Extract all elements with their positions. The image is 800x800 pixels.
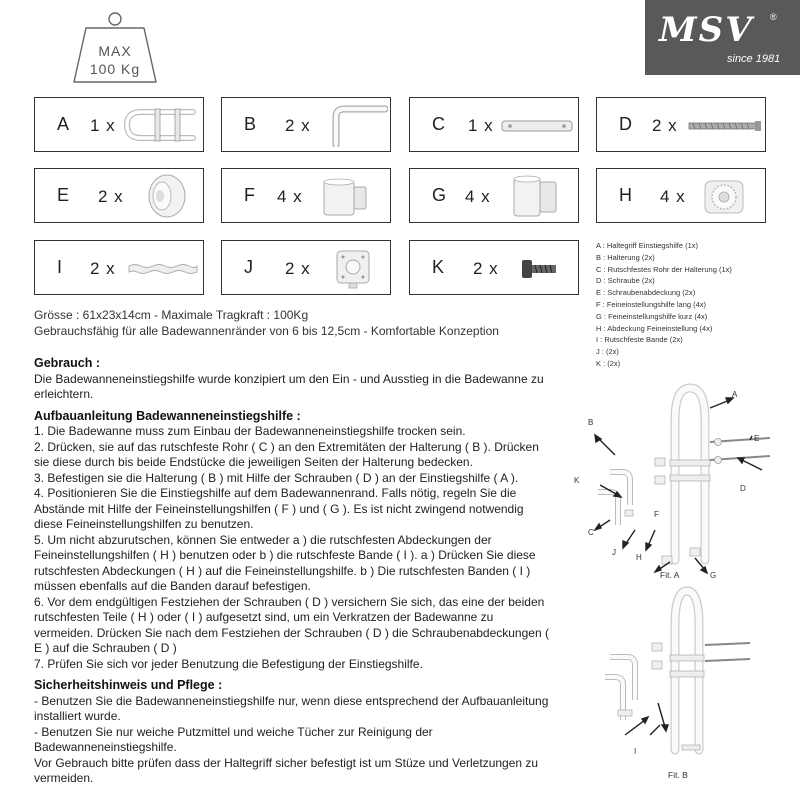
max-label: MAX bbox=[98, 43, 132, 59]
assembly-title: Aufbauanleitung Badewanneneinstiegshilfe : bbox=[34, 408, 301, 423]
usage-section bbox=[34, 356, 554, 403]
square-plate-icon bbox=[334, 247, 372, 289]
figure-a-label: D bbox=[740, 484, 746, 493]
part-quantity: 2 x bbox=[652, 116, 678, 135]
part-card-k bbox=[409, 240, 579, 295]
part-quantity: 2 x bbox=[98, 187, 124, 206]
registered-mark: ® bbox=[770, 12, 777, 22]
instructions-text bbox=[34, 356, 554, 793]
part-card-h bbox=[596, 168, 766, 223]
specs-compat-line: Gebrauchsfähig für alle Badewannenränder von 6 bis 12,5cm - Komfortable Konzeption bbox=[34, 324, 499, 338]
part-quantity: 2 x bbox=[285, 116, 311, 135]
part-letter: I bbox=[57, 257, 63, 277]
part-quantity: 4 x bbox=[465, 187, 491, 206]
part-letter: F bbox=[244, 185, 255, 205]
assembly-step: 4. Positionieren Sie die Einstiegshilfe auf dem Badewannenrand. Falls nötig, regeln Sie die Abstände mit Hilfe der Feineinstellungshilfen ( F ) und ( G ). Es ist nicht zwingend notwendig diese Feineinstellungshilfen zu benutzen. bbox=[34, 486, 524, 531]
figure-a-label: H bbox=[636, 553, 642, 562]
figure-b-caption: Fit. B bbox=[668, 770, 688, 780]
figure-a-label: C bbox=[588, 528, 594, 537]
legend-item: A : Haltegriff Einstiegshilfe (1x) bbox=[596, 241, 698, 250]
part-letter: B bbox=[244, 114, 257, 134]
part-card-i bbox=[34, 240, 204, 295]
max-value: 100 Kg bbox=[89, 61, 141, 77]
part-card-f bbox=[221, 168, 391, 223]
assembly-step: 1. Die Badewanne muss zum Einbau der Badewanneneinstiegshilfe trocken sein. bbox=[34, 424, 466, 438]
long-screw-icon bbox=[687, 120, 763, 132]
safety-line: - Benutzen Sie nur weiche Putzmittel und weiche Tücher zur Reinigung der Badewanneneinstiegshilfe. bbox=[34, 724, 433, 754]
usage-title: Gebrauch : bbox=[34, 356, 100, 370]
figure-a-label: E bbox=[754, 434, 760, 443]
assembly-step: 5. Um nicht abzurutschen, können Sie entweder a ) die rutschfesten Abdeckungen der Feineinstellungshilfen ( H ) benutzen oder b ) die rutschfeste Bande ( I ). a ) Drücken Sie diese rutschfesten Abdeckungen ( H ) auf die Feineinstellungshilfe. b ) Die rutschfesten Banden ( I ) müssen ebenfalls auf die Banden darauf befestigen. bbox=[34, 532, 536, 593]
safety-line: - Benutzen Sie die Badewanneneinstiegshilfe nur, wenn diese entsprechend der Aufbauanleitung installiert wurde. bbox=[34, 693, 549, 723]
assembly-step: 3. Befestigen sie die Halterung ( B ) mit Hilfe der Schrauben ( D ) an der Einstiegshilfe ( A ). bbox=[34, 470, 519, 485]
short-adjuster-icon bbox=[510, 172, 560, 220]
legend-item: J : (2x) bbox=[596, 347, 619, 357]
assembly-step: 2. Drücken, sie auf das rutschfeste Rohr ( C ) an den Extremitäten der Halterung ( B ). Drücken sie diese durch bis beide Endstücke die jeweiligen Seiten der Halterung bedecken. bbox=[34, 439, 539, 469]
specs-size-line: Grösse : 61x23x14cm - Maximale Tragkraft : 100Kg bbox=[34, 308, 309, 322]
part-quantity: 2 x bbox=[473, 259, 499, 278]
part-card-e bbox=[34, 168, 204, 223]
part-letter: A bbox=[57, 114, 70, 134]
long-adjuster-icon bbox=[320, 177, 370, 217]
assembly-step: 6. Vor dem endgültigen Festziehen der Schrauben ( D ) versichern Sie sich, das eine der beiden rutschfesten Teile ( H ) oder ( I ) aufgesetzt sind, um ein Verkratzen der Badewanne zu vermeiden. Drücken Sie nach dem Festziehen der Schrauben ( D ) die Schraubenabdeckungen ( E ) auf die Schrauben ( D ) bbox=[34, 594, 549, 655]
part-quantity: 2 x bbox=[90, 259, 116, 278]
part-card-g bbox=[409, 168, 579, 223]
part-quantity: 4 x bbox=[277, 187, 303, 206]
assembly-section bbox=[34, 409, 554, 673]
adjuster-cover-icon bbox=[703, 177, 745, 217]
part-card-j bbox=[221, 240, 391, 295]
part-letter: H bbox=[619, 185, 632, 205]
anti-slip-strip-icon bbox=[127, 262, 199, 276]
legend-item: E : Schraubenabdeckung (2x) bbox=[596, 288, 696, 298]
figure-b-label: I bbox=[634, 747, 637, 756]
legend-item: H : Abdeckung Feineinstellung (4x) bbox=[596, 323, 713, 333]
safety-section bbox=[34, 678, 554, 787]
figure-a-label: K bbox=[574, 476, 580, 485]
brand-logo bbox=[645, 0, 800, 75]
legend-item: B : Halterung (2x) bbox=[596, 252, 655, 262]
part-letter: G bbox=[432, 185, 447, 205]
part-quantity: 1 x bbox=[468, 116, 494, 135]
usage-text: Die Badewanneneinstiegshilfe wurde konzipiert um den Ein - und Ausstieg in die Badewanne zu erleichtern. bbox=[34, 371, 544, 401]
flat-bar-icon bbox=[500, 118, 574, 134]
legend-item: C : Rutschfestes Rohr der Halterung (1x) bbox=[596, 264, 732, 274]
legend-item: F : Feineinstellungshilfe lang (4x) bbox=[596, 299, 707, 309]
figure-b-exploded-view bbox=[590, 585, 795, 770]
product-specs bbox=[34, 307, 499, 339]
figure-a-label: G bbox=[710, 571, 717, 580]
part-card-c bbox=[409, 97, 579, 152]
parts-legend bbox=[596, 240, 796, 370]
legend-item: G : Feineinstellungshilfe kurz (4x) bbox=[596, 311, 708, 321]
safety-line: Vor Gebrauch bitte prüfen dass der Haltegriff sicher befestigt ist um Stüze und Verletzungen zu vermeiden. bbox=[34, 755, 539, 785]
brand-since: since 1981 bbox=[727, 53, 781, 65]
part-letter: D bbox=[619, 114, 632, 134]
legend-item: K : (2x) bbox=[596, 358, 621, 368]
bent-tube-icon bbox=[330, 103, 388, 147]
figure-a-label: B bbox=[588, 418, 594, 427]
part-quantity: 2 x bbox=[285, 259, 311, 278]
brand-name: MSV bbox=[659, 10, 754, 50]
max-load-badge bbox=[72, 10, 158, 84]
part-letter: C bbox=[432, 114, 445, 134]
part-quantity: 1 x bbox=[90, 116, 116, 135]
part-card-d bbox=[596, 97, 766, 152]
part-quantity: 4 x bbox=[660, 187, 686, 206]
part-letter: E bbox=[57, 185, 70, 205]
part-letter: K bbox=[432, 257, 445, 277]
figure-a-label: F bbox=[654, 510, 659, 519]
assembly-diagram-a bbox=[570, 380, 795, 585]
assembly-diagram-b bbox=[590, 585, 795, 770]
figure-a-exploded-view bbox=[570, 380, 795, 585]
figure-a-caption: Fit. A bbox=[660, 570, 680, 580]
legend-item: D : Schraube (2x) bbox=[596, 276, 655, 286]
legend-item: I : Rutschfeste Bande (2x) bbox=[596, 335, 683, 345]
figure-a-label: A bbox=[732, 390, 738, 399]
safety-title: Sicherheitshinweis und Pflege : bbox=[34, 678, 223, 692]
part-card-b bbox=[221, 97, 391, 152]
short-screw-icon bbox=[520, 257, 560, 281]
figure-a-label: J bbox=[612, 548, 616, 557]
assembly-step: 7. Prüfen Sie sich vor jeder Benutzung die Befestigung der Einstiegshilfe. bbox=[34, 656, 423, 671]
dome-cap-icon bbox=[145, 172, 189, 220]
part-card-a bbox=[34, 97, 204, 152]
handle-icon bbox=[123, 106, 203, 144]
part-letter: J bbox=[244, 257, 253, 277]
